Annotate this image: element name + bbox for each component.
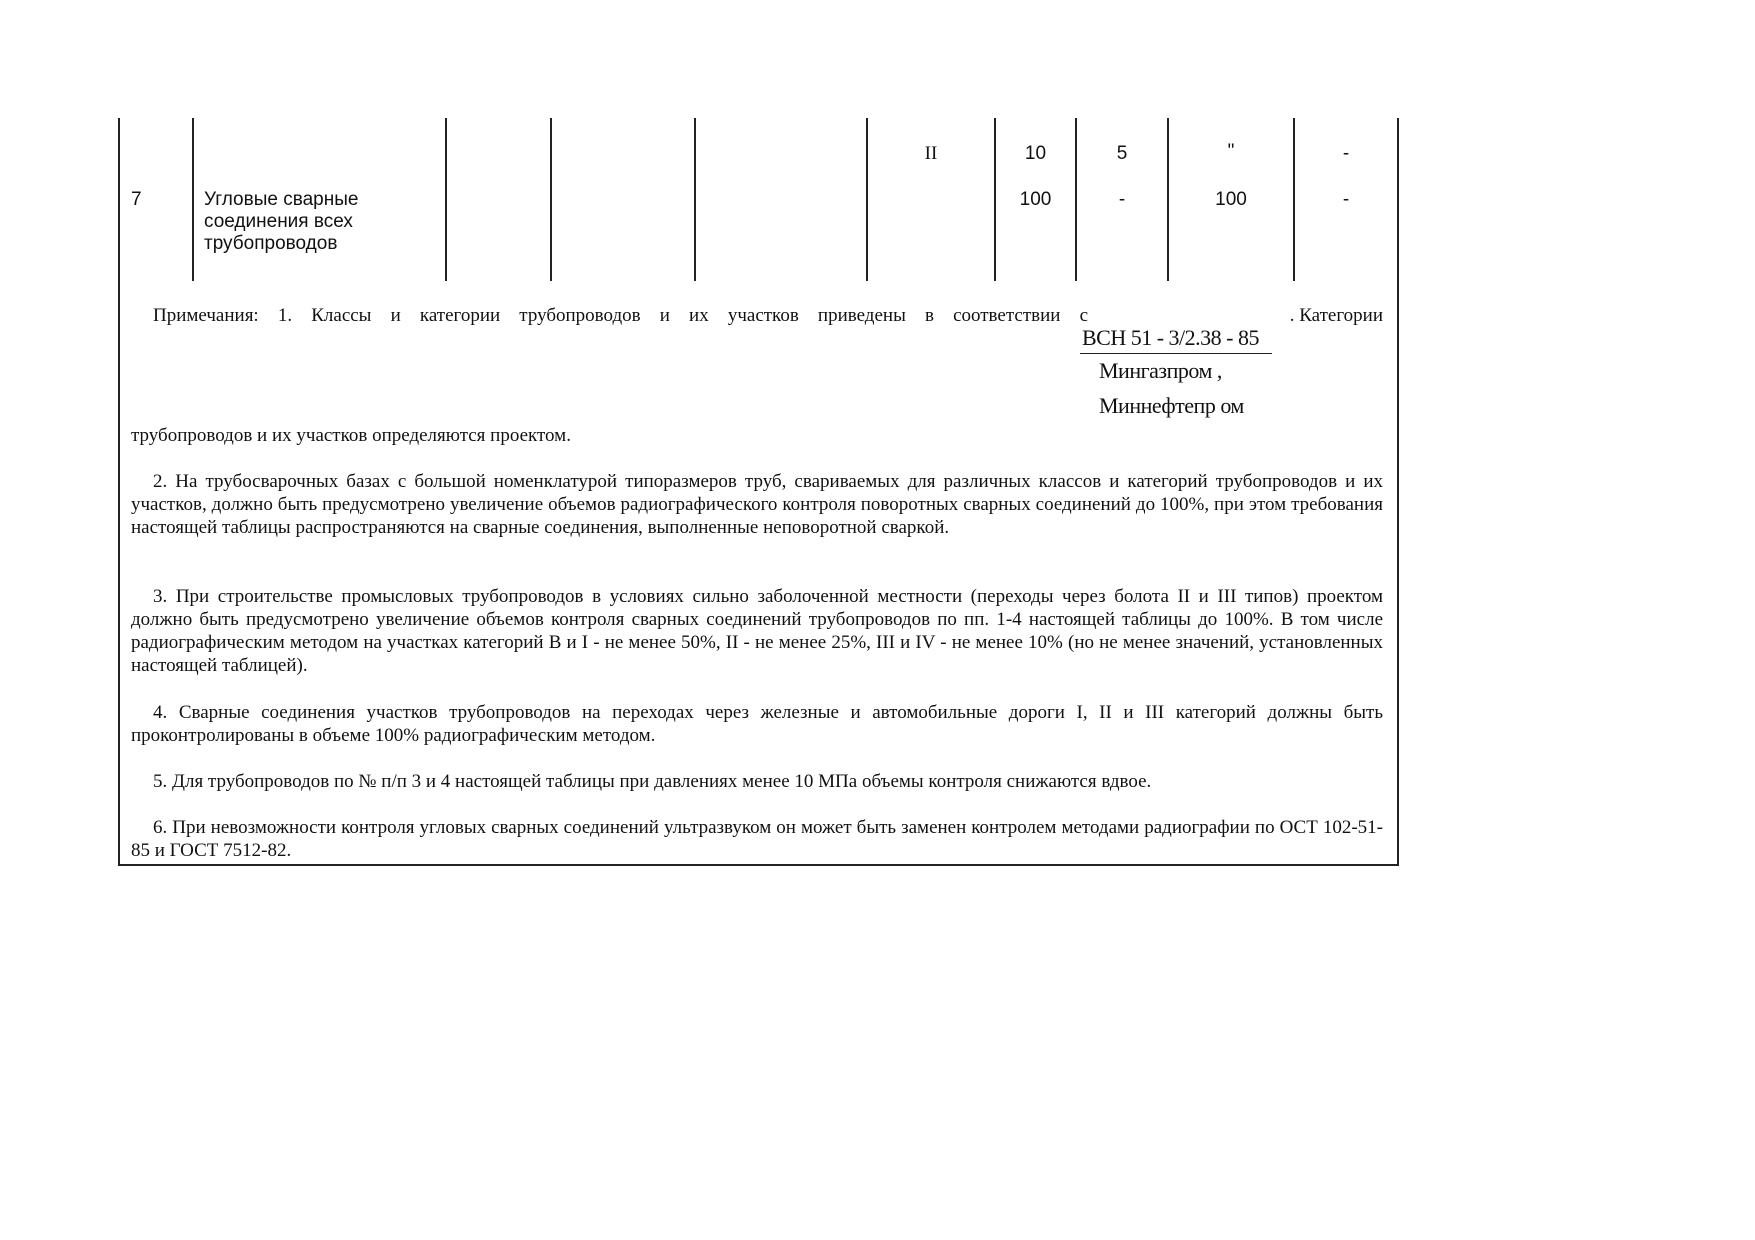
note-1-start: Примечания: 1. Классы и категории трубопроводов и их участков приведены в соответствии с <box>153 305 1088 326</box>
row-number: 7 <box>131 189 142 210</box>
table-left-border <box>118 118 120 866</box>
value-cell: - <box>1342 143 1350 164</box>
value-cell: - <box>1342 189 1350 210</box>
note-5: 5. Для трубопроводов по № п/п 3 и 4 настоящей таблицы при давлениях менее 10 МПа объемы контроля снижаются вдвое. <box>153 771 1152 792</box>
note-2: 2. На трубосварочных базах с большой номенклатурой типоразмеров труб, свариваемых для различных классов и категорий трубопроводов и их участков, должно быть предусмотрено увеличение объемов радиографического контроля поворотных сварных соединений до 100%, при этом требования настоящей таблицы распространяются на сварные соединения, выполненные неповоротной сваркой. <box>131 471 1383 538</box>
note-4: 4. Сварные соединения участков трубопроводов на переходах через железные и автомобильные дороги I, II и III категорий должны быть проконтролированы в объеме 100% радиографическим методом. <box>131 702 1383 746</box>
note-6: 6. При невозможности контроля угловых сварных соединений ультразвуком он может быть заменен контролем методами радиографии по ОСТ 102-51-85 и ГОСТ 7512-82. <box>131 817 1383 861</box>
column-separator <box>192 118 194 281</box>
table-bottom-border <box>118 864 1399 866</box>
row-name-line: Угловые сварные <box>204 189 359 210</box>
value-cell: 10 <box>1024 143 1047 164</box>
column-separator <box>445 118 447 281</box>
fraction-denominator-line1: Мингазпром , <box>1099 358 1222 383</box>
fraction-numerator: ВСН 51 - 3/2.38 - 85 <box>1082 325 1259 350</box>
value-cell: - <box>1118 189 1126 210</box>
column-separator <box>550 118 552 281</box>
row-name-line: соединения всех <box>204 211 353 232</box>
value-cell: " <box>1227 141 1235 162</box>
category-cell: II <box>924 143 938 164</box>
value-cell: 5 <box>1116 143 1128 164</box>
table-right-border <box>1397 118 1399 818</box>
note-1-end: трубопроводов и их участков определяются проектом. <box>131 425 571 446</box>
value-cell: 100 <box>1019 189 1052 210</box>
table-right-border-bottom <box>1397 818 1399 866</box>
column-separator <box>694 118 696 281</box>
note-1-start-wrapper <box>131 304 1088 327</box>
note-3: 3. При строительстве промысловых трубопроводов в условиях сильно заболоченной местности (переходы через болота II и III типов) проектом должно быть предусмотрено увеличение объемов контроля сварных соединений трубопроводов по пп. 1-4 настоящей таблицы до 100%. В том числе радиографическим методом на участках категорий В и I - не менее 50%, II - не менее 25%, III и IV - не менее 10% (но не менее значений, установленных настоящей таблицей). <box>131 586 1383 676</box>
value-cell: 100 <box>1215 189 1247 210</box>
fraction-denominator-line2: Миннефтепр ом <box>1099 393 1244 418</box>
row-name-line: трубопроводов <box>204 233 338 254</box>
note-1 <box>131 304 1383 327</box>
note-1-tail: . Категории <box>1289 305 1383 326</box>
fraction-bar <box>1080 353 1272 354</box>
row-name <box>204 189 440 255</box>
